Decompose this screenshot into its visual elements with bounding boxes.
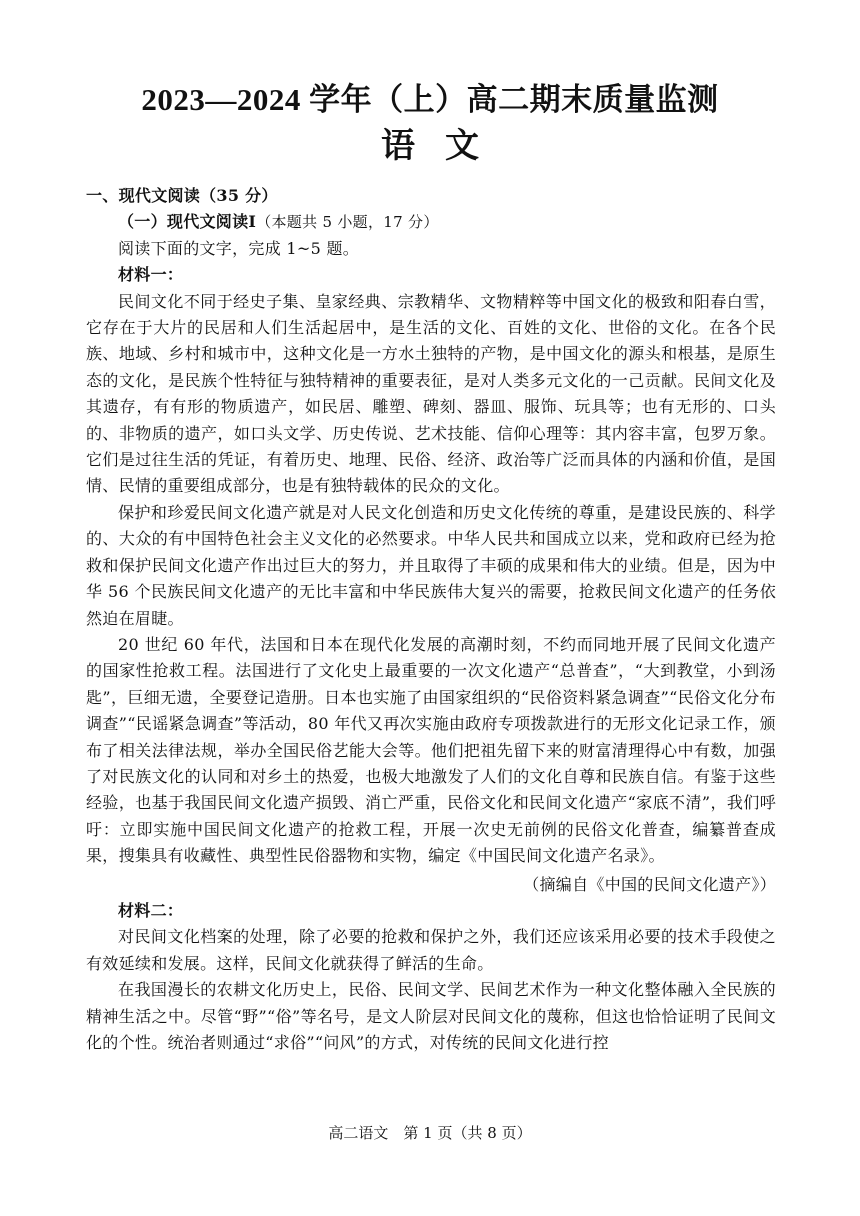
material-one-paragraph: 20 世纪 60 年代，法国和日本在现代化发展的高潮时刻，不约而同地开展了民间文化遗产的国家性抢救工程。法国进行了文化史上最重要的一次文化遗产“总普查”，“大到教堂，小到汤匙”，巨细无遗，全要登记造册。日本也实施了由国家组织的“民俗资料紧急调查”“民俗文化分布调查”“民谣紧急调查”等活动，80 年代又再次实施由政府专项拨款进行的无形文化记录工作，颁布了相关法律法规，举办全国民俗艺能大会等。他们把祖先留下来的财富清理得心中有数，加强了对民族文化的认同和对乡土的热爱，也极大地激发了人们的文化自尊和民族自信。有鉴于这些经验，也基于我国民间文化遗产损毁、消亡严重，民俗文化和民间文化遗产“家底不清”，我们呼吁：立即实施中国民间文化遗产的抢救工程，开展一次史无前例的民俗文化普查，编纂普查成果，搜集具有收藏性、典型性民俗器物和实物，编定《中国民间文化遗产名录》。 bbox=[86, 634, 776, 866]
exam-content bbox=[86, 183, 776, 1056]
part-note: （本题共 5 小题，17 分） bbox=[256, 213, 439, 232]
material-two-paragraph: 对民间文化档案的处理，除了必要的抢救和保护之外，我们还应该采用必要的技术手段使之有效延续和发展。这样，民间文化就获得了鲜活的生命。 bbox=[86, 927, 776, 973]
part-title: （一）现代文阅读Ⅰ bbox=[118, 212, 257, 232]
exam-title: 2023—2024 学年（上）高二期末质量监测 bbox=[141, 82, 719, 117]
reading-instruction: 阅读下面的文字，完成 1~5 题。 bbox=[118, 238, 360, 258]
material-two-label: 材料二： bbox=[118, 900, 184, 920]
section-heading: 一、现代文阅读（35 分） bbox=[86, 186, 278, 205]
material-two-paragraph: 在我国漫长的农耕文化历史上，民俗、民间文学、民间艺术作为一种文化整体融入全民族的精神生活之中。尽管“野”“俗”等名号，是文人阶层对民间文化的蔑称，但这也恰恰证明了民间文化的个性。统治者则通过“求俗”“问风”的方式，对传统的民间文化进行控 bbox=[86, 980, 776, 1052]
material-one-label: 材料一： bbox=[118, 265, 184, 285]
material-one-paragraph: 保护和珍爱民间文化遗产就是对人民文化创造和历史文化传统的尊重，是建设民族的、科学的、大众的有中国特色社会主义文化的必然要求。中华人民共和国成立以来，党和政府已经为抢救和保护民间文化遗产作出过巨大的努力，并且取得了丰硕的成果和伟大的业绩。但是，因为中华 56 个民族民间文化遗产的无比丰富和中华民族伟大复兴的需要，抢救民间文化遗产的任务依然迫在眉睫。 bbox=[86, 502, 776, 628]
part-heading bbox=[86, 209, 776, 235]
page-footer: 高二语文 第 1 页（共 8 页） bbox=[328, 1124, 532, 1142]
subject-title: 语文 bbox=[381, 126, 509, 166]
material-one-paragraph: 民间文化不同于经史子集、皇家经典、宗教精华、文物精粹等中国文化的极致和阳春白雪，它存在于大片的民居和人们生活起居中，是生活的文化、百姓的文化、世俗的文化。在各个民族、地域、乡村和城市中，这种文化是一方水土独特的产物，是中国文化的源头和根基，是原生态的文化，是民族个性特征与独特精神的重要表征，是对人类多元文化的一己贡献。民间文化及其遗存，有有形的物质遗产，如民居、雕塑、碑刻、器皿、服饰、玩具等；也有无形的、口头的、非物质的遗产，如口头文学、历史传说、艺术技能、信仰心理等：其内容丰富，包罗万象。它们是过往生活的凭证，有着历史、地理、民俗、经济、政治等广泛而具体的内涵和价值，是国情、民情的重要组成部分，也是有独特载体的民众的文化。 bbox=[86, 291, 776, 496]
material-one-source: （摘编自《中国的民间文化遗产》） bbox=[523, 874, 776, 894]
